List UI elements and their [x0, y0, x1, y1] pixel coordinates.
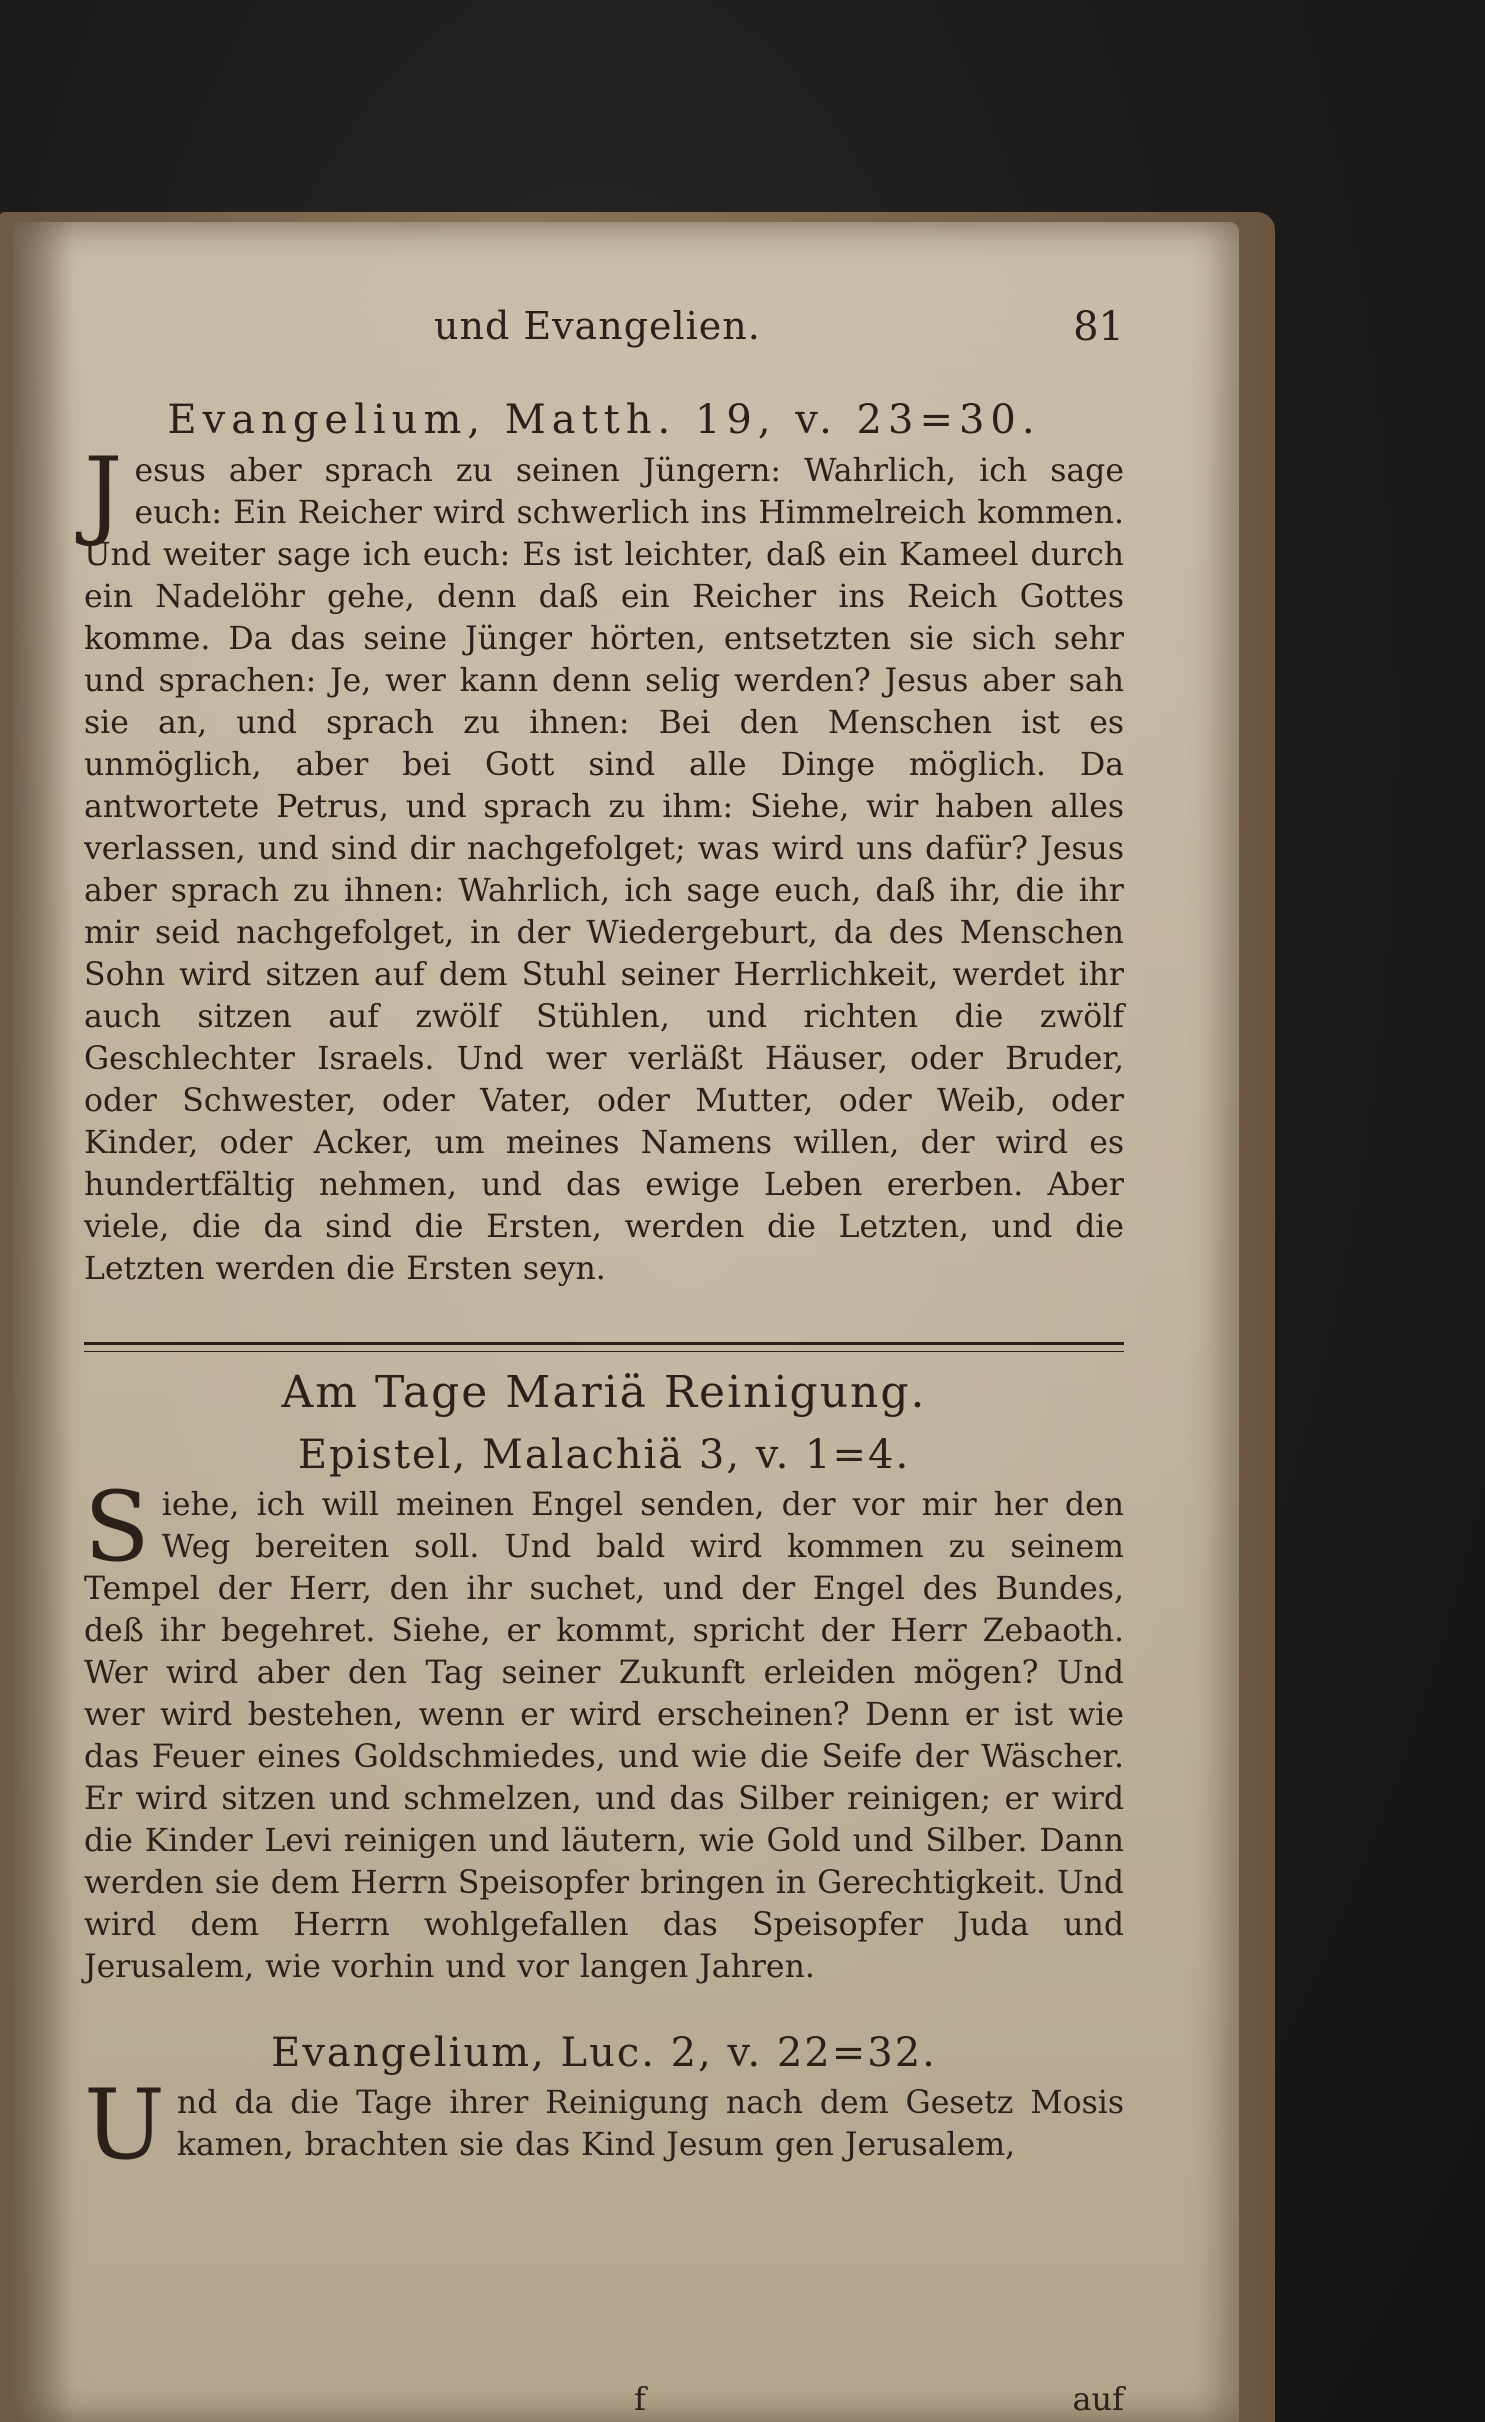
feast-title: Am Tage Mariä Reinigung. [281, 1367, 927, 1418]
gospel-paragraph [84, 437, 1124, 1290]
gospel-text: esus aber sprach zu seinen Jüngern: Wahrlich, ich sage euch: Ein Reicher wird schwerlich ins Himmelreich kommen. Und weiter sage ich euch: Es ist leichter, daß ein Kameel durch ein Nadelöhr gehe, denn daß ein Reicher ins Reich Gottes komme. Da das seine Jünger hörten, entsetzten sie sich sehr und sprachen: Je, wer kann denn selig werden? Jesus aber sah sie an, und sprach zu ihnen: Bei den Menschen ist es unmöglich, aber bei Gott sind alle Dinge möglich. Da antwortete Petrus, und sprach zu ihm: Siehe, wir haben alles verlassen, und sind dir nachgefolget; was wird uns dafür? Jesus aber sprach zu ihnen: Wahrlich, ich sage euch, daß ihr, die ihr mir seid nachgefolget, in der Wiedergeburt, da des Menschen Sohn wird sitzen auf dem Stuhl seiner Herrlichkeit, werdet ihr auch sitzen auf zwölf Stühlen, und richten die zwölf Geschlechter Israels. Und wer verläßt Häuser, oder Bruder, oder Schwester, oder Vater, oder Mutter, oder Weib, oder Kinder, oder Acker, um meines Namens willen, der wird es hundertfältig nehmen, und das ewige Leben ererben. Aber viele, die da sind die Ersten, werden die Letzten, und die Letzten werden die Ersten seyn. [84, 453, 1124, 1287]
epistle-dropcap: S [84, 1471, 150, 1583]
gospel2-paragraph [84, 2069, 1124, 2181]
gospel-dropcap: J [84, 437, 123, 549]
signature-mark: f [634, 2380, 646, 2418]
catchword: auf [1072, 2380, 1124, 2418]
running-title: und Evangelien. [434, 304, 761, 348]
gospel2-text: nd da die Tage ihrer Reinigung nach dem Gesetz Mosis kamen, brachten sie das Kind Jesum gen Jerusalem, [176, 2085, 1124, 2163]
book-page [14, 222, 1239, 2422]
page-footer [84, 2380, 1124, 2420]
gospel2-dropcap: U [84, 2069, 165, 2181]
page-number: 81 [1073, 304, 1124, 350]
gospel2-heading: Evangelium, Luc. 2, v. 22=32. [271, 2030, 937, 2076]
epistle-heading: Epistel, Malachiä 3, v. 1=4. [297, 1432, 911, 1478]
epistle-paragraph [84, 1471, 1124, 1988]
gospel-heading: Evangelium, Matth. 19, v. 23=30. [167, 397, 1041, 443]
epistle-text: iehe, ich will meinen Engel senden, der vor mir her den Weg bereiten soll. Und bald wird kommen zu seinem Tempel der Herr, den ihr suchet, und der Engel des Bundes, deß ihr begehret. Siehe, er kommt, spricht der Herr Zebaoth. Wer wird aber den Tag seiner Zukunft erleiden mögen? Und wer wird bestehen, wenn er wird erscheinen? Denn er ist wie das Feuer eines Goldschmiedes, und wie die Seife der Wäscher. Er wird sitzen und schmelzen, und das Silber reinigen; er wird die Kinder Levi reinigen und läutern, wie Gold und Silber. Dann werden sie dem Herrn Speisopfer bringen in Gerechtigkeit. Und wird dem Herrn wohlgefallen das Speisopfer Juda und Jerusalem, wie vorhin und vor langen Jahren. [84, 1487, 1124, 1985]
section-divider [84, 1342, 1124, 1352]
running-header [84, 304, 1124, 354]
gutter-shadow [14, 222, 74, 2422]
